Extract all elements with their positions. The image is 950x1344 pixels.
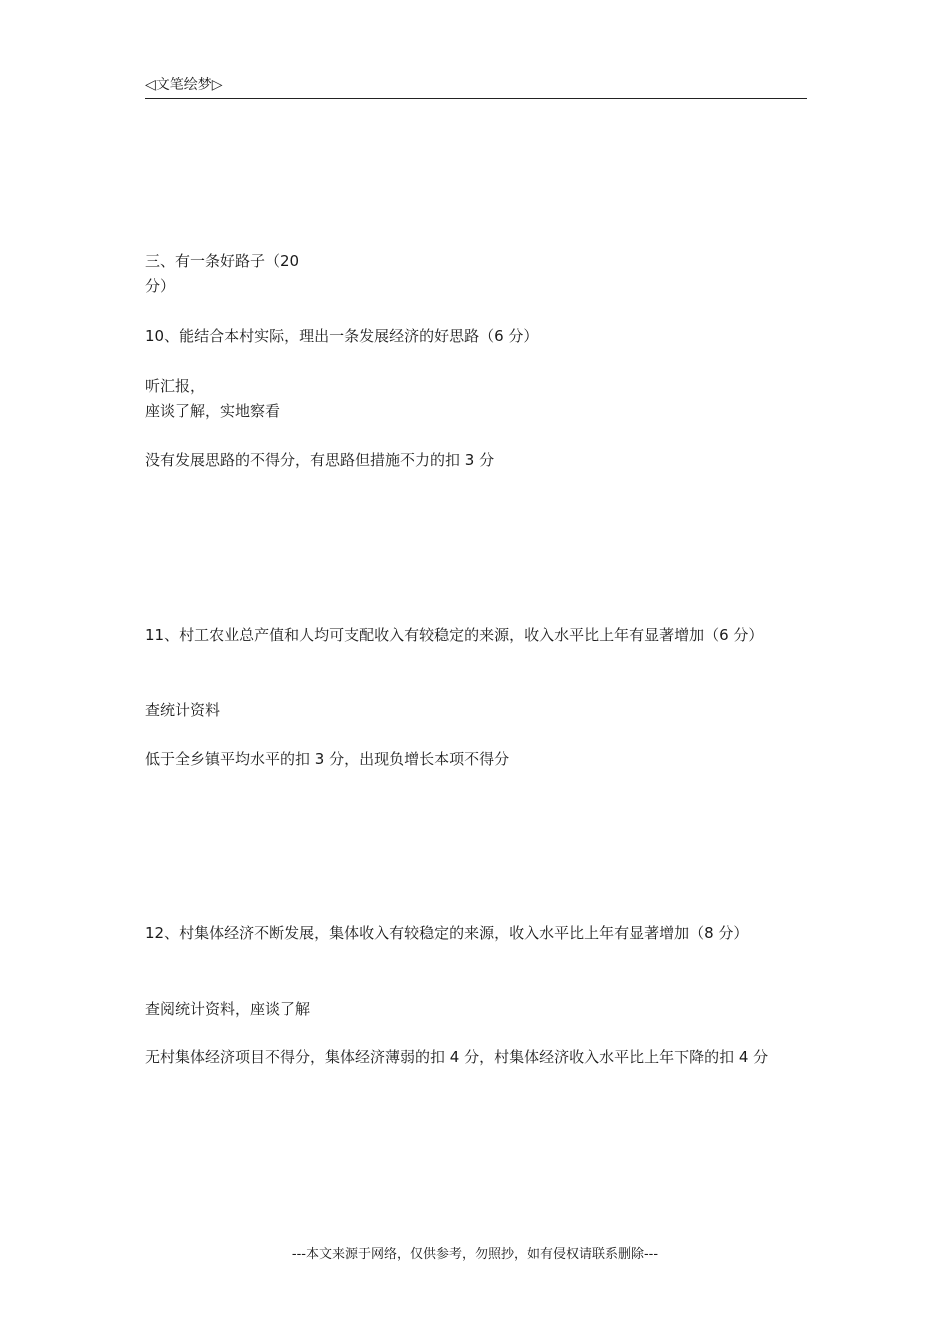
item-11-title: 11、村工农业总产值和人均可支配收入有较稳定的来源，收入水平比上年有显著增加（6 分） [145,626,764,644]
item-10-title: 10、能结合本村实际，理出一条发展经济的好思路（6 分） [145,327,539,345]
section-title [145,249,807,299]
item-10-method-line2: 座谈了解，实地察看 [145,402,281,420]
item-12-criteria: 无村集体经济项目不得分，集体经济薄弱的扣 4 分，村集体经济收入水平比上年下降的扣 4 分 [145,1048,769,1066]
item-12-method: 查阅统计资料，座谈了解 [145,1000,311,1018]
item-10-method-line1: 听汇报， [145,377,206,395]
header-title: ◁文笔绘梦▷ [145,77,223,93]
item-11-criteria: 低于全乡镇平均水平的扣 3 分，出现负增长本项不得分 [145,750,510,768]
page-header [145,74,807,99]
section-title-line1: 三、有一条好路子（20 [145,252,300,270]
item-10-criteria: 没有发展思路的不得分，有思路但措施不力的扣 3 分 [145,451,495,469]
item-12-title: 12、村集体经济不断发展，集体收入有较稳定的来源，收入水平比上年有显著增加（8 分） [145,924,749,942]
footer-disclaimer: ---本文来源于网络，仅供参考，勿照抄，如有侵权请联系删除--- [291,1247,659,1262]
section-title-line2: 分） [145,277,176,295]
item-11-method: 查统计资料 [145,701,221,719]
item-10-method [145,374,807,424]
